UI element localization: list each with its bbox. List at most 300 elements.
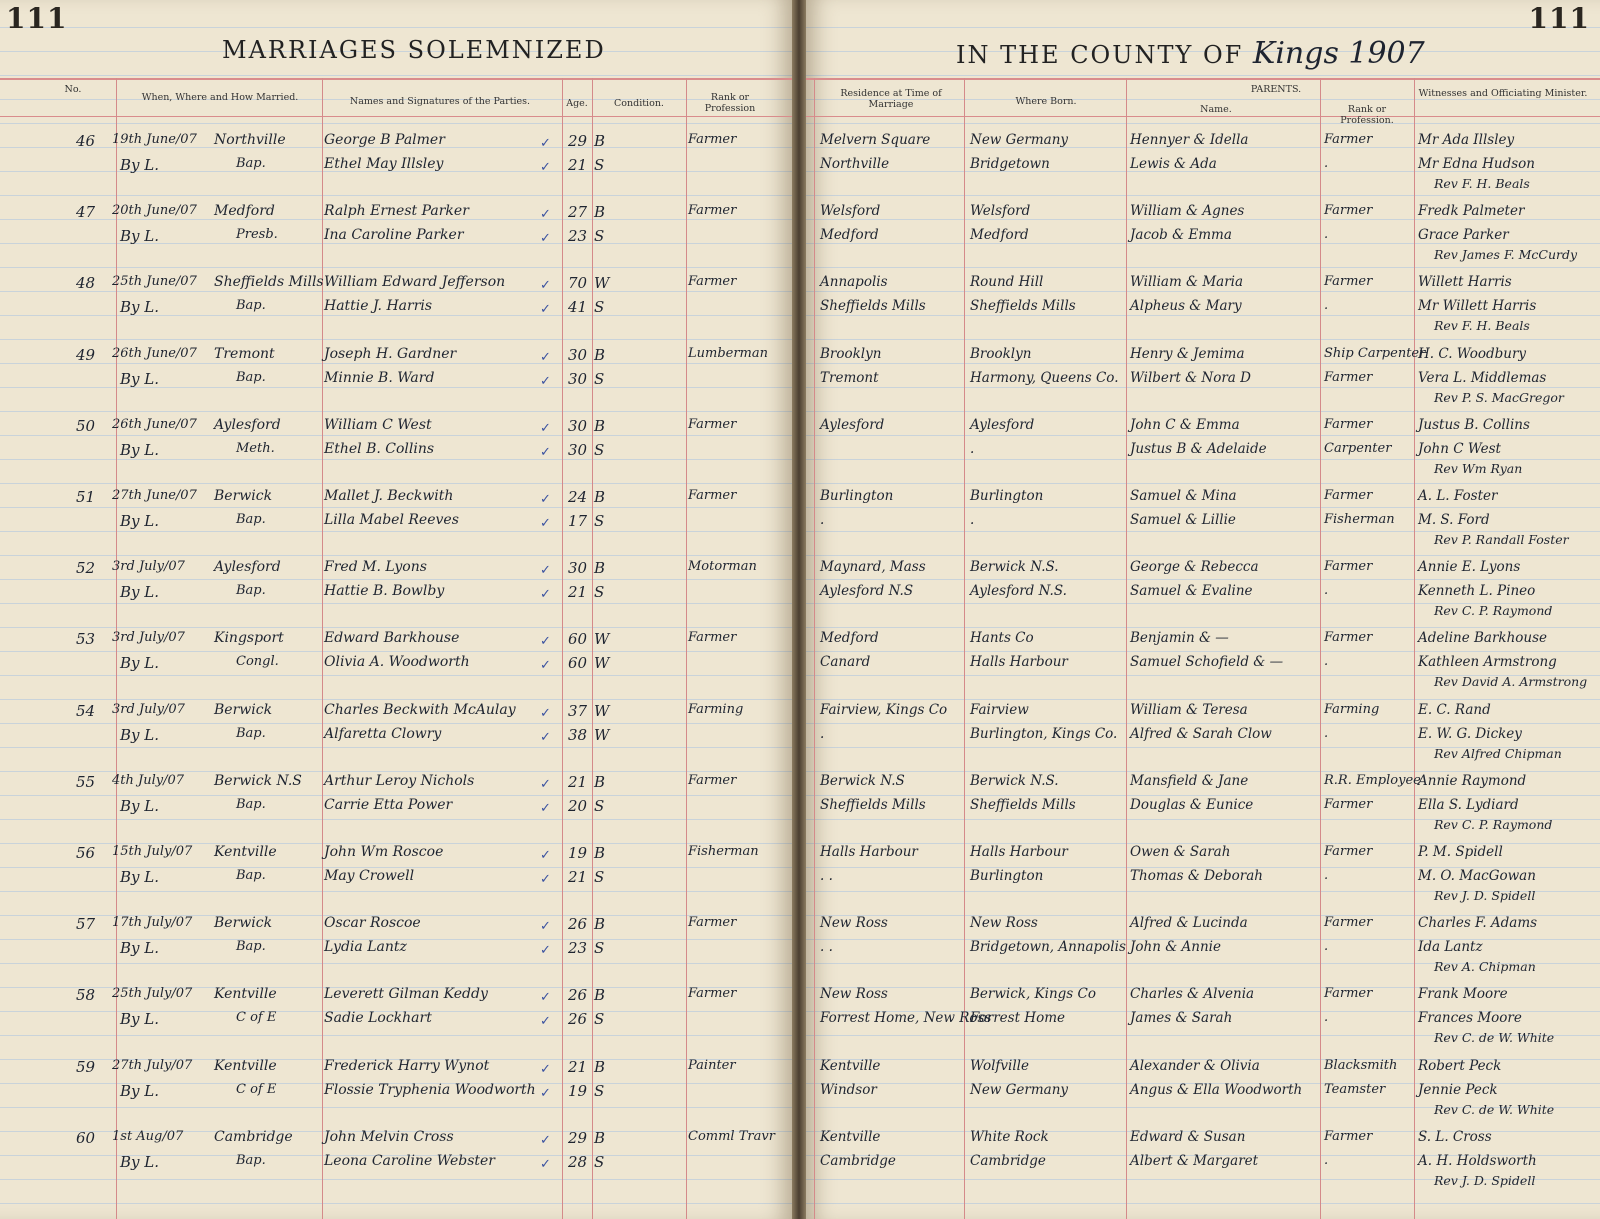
witness-two: Mr Willett Harris [1418,298,1537,315]
groom-age: 70 [568,274,588,293]
check-mark: ✓ [540,492,551,507]
marriage-date: 3rd July/07 [112,559,185,575]
witness-two: Kenneth L. Pineo [1418,583,1536,600]
licence-type: By L. [120,725,159,744]
marriage-date: 26th June/07 [112,416,197,432]
groom-age: 19 [568,844,588,862]
witness-one: Annie Raymond [1418,772,1527,789]
bride-age: 60 [568,654,588,673]
check-mark: ✓ [540,776,551,792]
groom-age: 37 [568,701,588,720]
bride-condition: S [594,369,605,388]
residence-groom: Annapolis [820,274,888,291]
birthplace-groom: Brooklyn [970,345,1032,362]
bride-age: 21 [568,868,588,886]
denomination: Bap. [236,1152,266,1168]
bride-condition: S [594,298,605,317]
marriage-place: Kentville [214,844,277,860]
denomination: Bap. [236,939,266,955]
parents-bride: Samuel & Lillie [1130,512,1236,528]
licence-type: By L. [120,654,159,673]
header-born: Where Born. [1015,96,1077,107]
residence-groom: Burlington [820,488,894,504]
bride-condition: S [594,440,605,459]
birthplace-bride: New Germany [970,1081,1069,1098]
bride-name: Alfaretta Clowry [324,725,442,742]
bride-condition: S [594,796,605,815]
parents-groom: John C & Emma [1130,416,1240,433]
bride-name: Hattie J. Harris [324,298,433,315]
parents-rank-groom: Farmer [1324,630,1373,646]
witness-two: Ida Lantz [1418,939,1483,956]
witness-two: Kathleen Armstrong [1418,654,1557,671]
parents-bride: Thomas & Deborah [1130,868,1263,884]
parents-groom: Benjamin & — [1130,630,1229,647]
groom-age: 26 [568,915,588,934]
groom-name: Oscar Roscoe [324,915,421,932]
bride-condition: S [594,583,605,602]
bride-name: Leona Caroline Webster [324,1152,495,1169]
parents-groom: William & Agnes [1130,203,1245,220]
entry-number: 57 [76,915,96,934]
birthplace-groom: Berwick N.S. [970,772,1059,789]
right-page [806,0,1600,1219]
birthplace-bride: Burlington, Kings Co. [970,725,1118,742]
officiating-minister: Rev Alfred Chipman [1434,745,1562,761]
groom-name: Arthur Leroy Nichols [324,772,475,789]
check-mark: ✓ [540,658,551,674]
groom-age: 29 [568,132,588,150]
parents-rank-groom: Farmer [1324,559,1373,575]
birthplace-bride: Halls Harbour [970,654,1068,671]
groom-condition: B [594,203,606,222]
parents-bride: Samuel Schofield & — [1130,654,1284,671]
residence-groom: Halls Harbour [820,844,918,860]
bride-name: Hattie B. Bowlby [324,583,445,600]
parents-rank-groom: R.R. Employee [1324,772,1421,788]
birthplace-bride: Bridgetown, Annapolis [970,939,1126,956]
residence-groom: Kentville [820,1057,881,1074]
header-names: Names and Signatures of the Parties. [349,96,531,107]
parents-groom: Alexander & Olivia [1130,1057,1260,1074]
groom-condition: B [594,416,606,435]
marriage-date: 3rd July/07 [112,701,185,717]
marriage-date: 25th June/07 [112,274,197,290]
licence-type: By L. [120,1081,159,1100]
check-mark: ✓ [540,1014,551,1030]
denomination: C of E [236,1010,277,1026]
groom-name: Fred M. Lyons [324,559,427,576]
bride-age: 41 [568,298,588,317]
parents-rank-groom: Farmer [1324,1128,1373,1144]
licence-type: By L. [120,583,159,602]
marriage-place: Aylesford [214,559,281,576]
check-mark: ✓ [540,1132,551,1148]
bride-name: Ethel B. Collins [324,440,435,457]
header-residence: Residence at Time of Marriage [840,88,942,110]
groom-condition: B [594,345,606,364]
birthplace-groom: Berwick N.S. [970,559,1059,576]
bride-name: Lilla Mabel Reeves [324,512,459,528]
parents-rank-groom: Farmer [1324,986,1373,1002]
denomination: Bap. [236,156,266,171]
marriage-place: Berwick N.S [214,772,302,789]
witness-two: Jennie Peck [1418,1081,1498,1098]
check-mark: ✓ [540,872,551,887]
parents-rank-bride: Farmer [1324,796,1373,812]
parents-rank-groom: Farming [1324,701,1380,717]
bride-name: Flossie Tryphenia Woodworth [324,1081,536,1098]
bride-condition: S [594,1081,605,1100]
residence-bride: . [820,725,825,742]
marriage-place: Northville [214,132,286,148]
header-witnesses: Witnesses and Officiating Minister. [1418,88,1588,99]
birthplace-bride: Sheffields Mills [970,298,1076,315]
witness-one: P. M. Spidell [1418,844,1503,860]
officiating-minister: Rev David A. Armstrong [1434,674,1588,690]
marriage-date: 4th July/07 [112,772,185,788]
check-mark: ✓ [540,278,551,294]
residence-groom: Fairview, Kings Co [820,701,948,718]
bride-age: 23 [568,227,588,246]
parents-rank-bride: . [1324,939,1329,955]
birthplace-bride: . [970,440,975,457]
bride-name: May Crowell [324,868,415,884]
marriage-place: Berwick [214,701,273,718]
marriage-place: Tremont [214,345,275,362]
groom-condition: W [594,274,610,293]
county-year: Kings 1907 [1252,36,1425,71]
parents-rank-bride: . [1324,583,1329,599]
marriage-date: 27th June/07 [112,488,197,503]
entry-number: 54 [76,701,96,720]
groom-name: John Melvin Cross [324,1128,454,1145]
residence-bride: Sheffields Mills [820,298,926,315]
groom-condition: B [594,844,606,862]
residence-groom: Berwick N.S [820,772,905,789]
groom-age: 27 [568,203,588,222]
residence-groom: Brooklyn [820,345,882,362]
witness-two: Mr Edna Hudson [1418,156,1535,172]
groom-name: Ralph Ernest Parker [324,203,469,220]
parents-rank-groom: Farmer [1324,274,1373,290]
licence-type: By L. [120,227,159,246]
licence-type: By L. [120,156,159,174]
residence-bride: Cambridge [820,1152,896,1169]
bride-age: 28 [568,1152,588,1171]
parents-groom: Edward & Susan [1130,1128,1246,1145]
parents-groom: Samuel & Mina [1130,488,1237,504]
residence-bride: Tremont [820,369,879,386]
bride-age: 38 [568,725,588,744]
groom-name: William Edward Jefferson [324,274,506,291]
marriage-place: Kentville [214,986,277,1003]
witness-two: Grace Parker [1418,227,1509,244]
denomination: Congl. [236,654,279,670]
denomination: Bap. [236,512,266,527]
groom-name: John Wm Roscoe [324,844,444,860]
officiating-minister: Rev J. D. Spidell [1434,1172,1536,1188]
parents-rank-groom: Farmer [1324,203,1373,219]
marriage-place: Kentville [214,1057,277,1074]
groom-name: Edward Barkhouse [324,630,460,647]
bride-age: 19 [568,1081,588,1100]
parents-rank-bride: . [1324,227,1329,243]
parents-rank-bride: . [1324,156,1329,171]
officiating-minister: Rev P. Randall Foster [1434,532,1569,547]
birthplace-bride: Aylesford N.S. [970,583,1067,600]
check-mark: ✓ [540,1156,551,1172]
residence-groom: New Ross [820,915,888,932]
marriage-place: Kingsport [214,630,284,647]
entry-number: 48 [76,274,96,293]
groom-profession: Farming [688,701,744,717]
groom-age: 29 [568,1128,588,1147]
check-mark: ✓ [540,373,551,389]
groom-condition: W [594,630,610,649]
parents-groom: Alfred & Lucinda [1130,915,1248,932]
parents-rank-groom: Farmer [1324,488,1373,503]
bride-condition: S [594,868,605,886]
check-mark: ✓ [540,990,551,1006]
check-mark: ✓ [540,587,551,603]
left-page [0,0,792,1219]
birthplace-bride: Burlington [970,868,1044,884]
residence-bride: Medford [820,227,879,244]
groom-profession: Farmer [688,630,737,646]
witness-one: Charles F. Adams [1418,915,1538,932]
entry-number: 59 [76,1057,96,1076]
licence-type: By L. [120,369,159,388]
residence-groom: Melvern Square [820,132,931,148]
check-mark: ✓ [540,302,551,318]
check-mark: ✓ [540,207,551,223]
bride-condition: W [594,654,610,673]
birthplace-groom: New Germany [970,132,1069,148]
bride-condition: S [594,939,605,958]
parents-rank-groom: Farmer [1324,132,1373,147]
parents-bride: Alpheus & Mary [1130,298,1242,315]
witness-one: Fredk Palmeter [1418,203,1525,220]
residence-groom: New Ross [820,986,888,1003]
marriage-place: Aylesford [214,416,281,433]
entry-number: 51 [76,488,96,506]
bride-age: 21 [568,156,588,174]
entry-number: 60 [76,1128,96,1147]
marriage-date: 27th July/07 [112,1057,193,1073]
marriage-date: 17th July/07 [112,915,193,931]
groom-age: 26 [568,986,588,1005]
groom-age: 21 [568,1057,588,1076]
witness-one: Justus B. Collins [1418,416,1530,433]
groom-profession: Painter [688,1057,736,1073]
folio-number-right: 111 [1528,2,1590,35]
witness-two: Frances Moore [1418,1010,1522,1027]
parents-rank-groom: Farmer [1324,844,1373,859]
marriage-date: 3rd July/07 [112,630,185,646]
licence-type: By L. [120,298,159,317]
licence-type: By L. [120,868,159,886]
denomination: Bap. [236,868,266,883]
parents-bride: Douglas & Eunice [1130,796,1254,813]
bride-age: 26 [568,1010,588,1029]
parents-rank-bride: . [1324,868,1329,883]
residence-bride: Canard [820,654,871,671]
licence-type: By L. [120,1152,159,1171]
marriage-date: 1st Aug/07 [112,1128,184,1144]
groom-profession: Farmer [688,203,737,219]
officiating-minister: Rev P. S. MacGregor [1434,389,1564,405]
witness-one: Mr Ada Illsley [1418,132,1515,148]
marriage-date: 19th June/07 [112,132,197,147]
witness-two: A. H. Holdsworth [1418,1152,1537,1169]
parents-rank-bride: . [1324,1010,1329,1026]
bride-age: 21 [568,583,588,602]
bride-name: Sadie Lockhart [324,1010,432,1027]
parents-bride: Wilbert & Nora D [1130,369,1251,386]
folio-number-left: 111 [6,2,68,35]
witness-one: E. C. Rand [1418,701,1491,718]
header-parents-name: Name. [1200,104,1232,115]
groom-age: 24 [568,488,588,506]
entry-number: 46 [76,132,96,150]
parents-rank-groom: Blacksmith [1324,1057,1398,1073]
groom-condition: B [594,132,606,150]
witness-two: John C West [1418,440,1501,457]
page-title-left: MARRIAGES SOLEMNIZED [222,36,606,64]
marriage-date: 25th July/07 [112,986,193,1002]
check-mark: ✓ [540,848,551,863]
residence-groom: Medford [820,630,879,647]
groom-age: 30 [568,416,588,435]
groom-condition: B [594,772,606,791]
parents-groom: William & Teresa [1130,701,1248,718]
parents-bride: Jacob & Emma [1130,227,1232,244]
birthplace-groom: Berwick, Kings Co [970,986,1096,1003]
entry-number: 50 [76,416,96,435]
denomination: Bap. [236,369,266,385]
licence-type: By L. [120,796,159,815]
parents-rank-bride: . [1324,1152,1329,1168]
birthplace-groom: Welsford [970,203,1031,220]
parents-rank-bride: . [1324,725,1329,741]
parents-groom: William & Maria [1130,274,1244,291]
header-rank: Rank or Profession [704,92,756,114]
witness-one: Frank Moore [1418,986,1508,1003]
groom-name: Frederick Harry Wynot [324,1057,490,1074]
birthplace-bride: Bridgetown [970,156,1050,172]
witness-two: E. W. G. Dickey [1418,725,1522,742]
parents-rank-groom: Farmer [1324,915,1373,931]
header-age: Age. [566,98,588,109]
check-mark: ✓ [540,444,551,460]
groom-age: 30 [568,559,588,578]
parents-groom: Owen & Sarah [1130,844,1231,860]
parents-bride: John & Annie [1130,939,1221,956]
officiating-minister: Rev J. D. Spidell [1434,888,1536,903]
groom-profession: Motorman [688,559,757,575]
birthplace-bride: Harmony, Queens Co. [970,369,1119,386]
bride-name: Ina Caroline Parker [324,227,464,244]
birthplace-bride: Medford [970,227,1029,244]
residence-bride: Aylesford N.S [820,583,914,600]
groom-profession: Farmer [688,132,737,147]
officiating-minister: Rev C. de W. White [1434,1101,1555,1117]
denomination: Presb. [236,227,278,243]
witness-one: Adeline Barkhouse [1418,630,1548,647]
parents-rank-bride: . [1324,654,1329,670]
residence-groom: Kentville [820,1128,881,1145]
bride-name: Carrie Etta Power [324,796,453,813]
groom-condition: B [594,915,606,934]
bride-name: Lydia Lantz [324,939,407,956]
header-when: When, Where and How Married. [141,92,299,103]
bride-age: 23 [568,939,588,958]
check-mark: ✓ [540,943,551,959]
denomination: Bap. [236,725,266,741]
entry-number: 52 [76,559,96,578]
bride-condition: S [594,1152,605,1171]
witness-one: Annie E. Lyons [1418,559,1521,576]
bride-condition: S [594,1010,605,1029]
parents-rank-bride: Carpenter [1324,440,1392,456]
parents-bride: Angus & Ella Woodworth [1130,1081,1303,1098]
groom-age: 21 [568,772,588,791]
check-mark: ✓ [540,729,551,745]
groom-condition: B [594,1128,606,1147]
parents-groom: George & Rebecca [1130,559,1259,576]
licence-type: By L. [120,939,159,958]
parents-groom: Henry & Jemima [1130,345,1245,362]
bride-name: Olivia A. Woodworth [324,654,470,671]
denomination: C of E [236,1081,277,1097]
birthplace-groom: Wolfville [970,1057,1029,1074]
witness-two: M. O. MacGowan [1418,868,1536,884]
groom-profession: Farmer [688,274,737,290]
groom-age: 60 [568,630,588,649]
officiating-minister: Rev C. de W. White [1434,1030,1555,1046]
parents-bride: Albert & Margaret [1130,1152,1259,1169]
groom-profession: Farmer [688,488,737,503]
header-parents: PARENTS. [1250,84,1302,95]
birthplace-bride: . [970,512,975,528]
entry-number: 56 [76,844,96,862]
bride-age: 30 [568,369,588,388]
header-parents-rank: Rank or Profession. [1340,104,1394,126]
entry-number: 55 [76,772,96,791]
entry-number: 47 [76,203,96,222]
officiating-minister: Rev Wm Ryan [1434,460,1523,476]
header-condition: Condition. [614,98,664,109]
entry-number: 53 [76,630,96,649]
check-mark: ✓ [540,1061,551,1077]
bride-name: Minnie B. Ward [324,369,435,386]
bride-age: 17 [568,512,588,530]
parents-rank-bride: Farmer [1324,369,1373,385]
birthplace-groom: White Rock [970,1128,1049,1145]
residence-bride: Forrest Home, New Ross [820,1010,992,1027]
right-entries [806,0,1600,1219]
parents-groom: Hennyer & Idella [1130,132,1249,148]
birthplace-bride: Forrest Home [970,1010,1065,1027]
groom-profession: Farmer [688,416,737,432]
officiating-minister: Rev F. H. Beals [1434,318,1530,334]
bride-condition: S [594,227,605,246]
bride-condition: S [594,512,605,530]
bride-name: Ethel May Illsley [324,156,444,172]
groom-condition: B [594,986,606,1005]
groom-condition: B [594,1057,606,1076]
